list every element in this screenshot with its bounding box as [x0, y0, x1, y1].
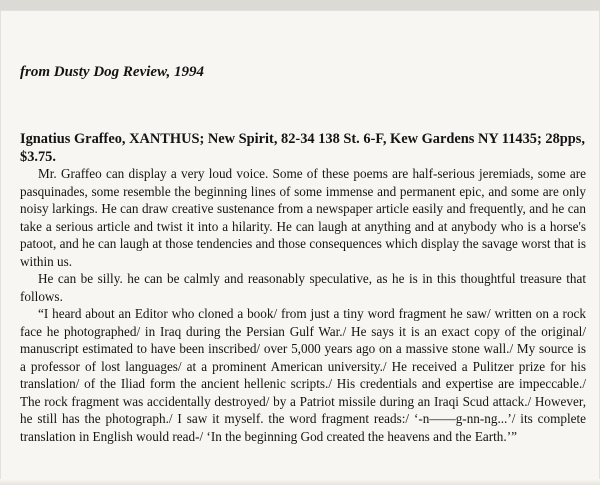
source-line: from Dusty Dog Review, 1994: [20, 64, 205, 80]
paragraph-description: Mr. Graffeo can display a very loud voice. Some of these poems are half-serious jeremiads, some are pasquinades, some resemble the beginning lines of some immense and permanent epic, and some are only noisy larkings. He can draw creative sustenance from a newspaper article easily and frequently, and he can take a serious article and twist it into a hilarity. He can laugh at anything and at anybody who is a horse's patoot, and he can laugh at those tendencies and those consequences which display the savage worst that is within us.: [20, 166, 586, 269]
review-body: [20, 165, 586, 445]
review-heading: Ignatius Graffeo, XANTHUS; New Spirit, 82-34 138 St. 6-F, Kew Gardens NY 11435; 28pps, $3.75.: [20, 131, 585, 165]
paragraph-quoted-poem: “I heard about an Editor who cloned a book/ from just a tiny word fragment he saw/ written on a rock face he photographed/ in Iraq during the Persian Gulf War./ He says it is an exact copy of the original/ manuscript estimated to have been inscribed/ over 5,000 years ago on a massive stone wall./ My source is a professor of lost languages/ at a prominent American university./ He received a Pulitzer prize for his translation/ of the Iliad form the ancient hellenic scripts./ His credentials and expertise are impeccable./ The rock fragment was accidentally destroyed/ by a Patriot missile during an Iraqi Scud attack./ However, he still has the photograph./ I saw it myself. the word fragment reads:/ ‘-n——g-nn-ng...’/ its complete translation in English would read-/ ‘In the beginning God created the heavens and the Earth.’”: [20, 306, 586, 444]
paragraph-transition: He can be silly. he can be calmly and reasonably speculative, as he is in this thoughtful treasure that follows.: [20, 271, 586, 304]
